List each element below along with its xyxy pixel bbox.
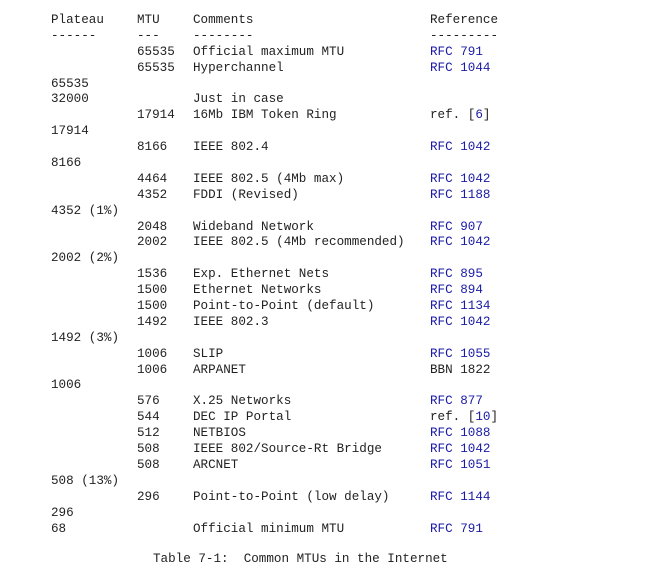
comment-text: Ethernet Networks <box>193 283 322 298</box>
rfc-link[interactable]: RFC 877 <box>430 394 483 409</box>
rfc-link[interactable]: RFC 1044 <box>430 60 491 75</box>
header-row <box>0 13 645 29</box>
rfc-link[interactable]: RFC 1134 <box>430 299 491 314</box>
table-row <box>0 267 645 283</box>
comment-text: Point-to-Point (low delay) <box>193 489 390 504</box>
plateau-value: 17914 <box>51 124 89 139</box>
table-row <box>0 426 645 442</box>
table-row <box>0 61 645 77</box>
table-row <box>0 283 645 299</box>
table-row <box>0 506 645 522</box>
comment-text: Hyperchannel <box>193 60 284 75</box>
table-row <box>0 92 645 108</box>
header-comments: Comments <box>193 13 254 27</box>
citation-reference <box>430 108 490 124</box>
comment-text: Wideband Network <box>193 219 314 234</box>
comment-text: Point-to-Point (default) <box>193 299 375 314</box>
plateau-value: 296 <box>51 505 74 520</box>
header-reference: Reference <box>430 13 499 27</box>
table-row <box>0 220 645 236</box>
mtu-value: 1500 <box>137 299 168 314</box>
table-row <box>0 124 645 140</box>
table-row <box>0 299 645 315</box>
rfc-link[interactable]: RFC 1042 <box>430 171 491 186</box>
table-row <box>0 474 645 490</box>
mtu-value: 1006 <box>137 362 168 377</box>
rfc-link[interactable]: RFC 1055 <box>430 346 491 361</box>
comment-text: X.25 Networks <box>193 394 292 409</box>
comment-text: FDDI (Revised) <box>193 187 299 202</box>
mtu-value: 296 <box>137 489 160 504</box>
mtu-table <box>0 13 645 537</box>
table-row <box>0 410 645 426</box>
plateau-value: 2002 (2%) <box>51 251 120 266</box>
rfc-link[interactable]: RFC 1042 <box>430 314 491 329</box>
citation-prefix: ref. [ <box>430 108 476 123</box>
table-row <box>0 347 645 363</box>
table-row <box>0 394 645 410</box>
mtu-value: 65535 <box>137 44 175 59</box>
rfc-link[interactable]: RFC 907 <box>430 219 483 234</box>
rfc-link[interactable]: RFC 1042 <box>430 442 491 457</box>
comment-text: ARPANET <box>193 362 246 377</box>
mtu-value: 4352 <box>137 187 168 202</box>
citation-prefix: ref. [ <box>430 410 476 425</box>
mtu-value: 512 <box>137 426 160 441</box>
comment-text: NETBIOS <box>193 426 246 441</box>
comment-text: 16Mb IBM Token Ring <box>193 108 337 123</box>
plateau-value: 1492 (3%) <box>51 330 120 345</box>
rfc-link[interactable]: RFC 1042 <box>430 140 491 155</box>
header-mtu: MTU <box>137 13 160 27</box>
table-row <box>0 442 645 458</box>
table-row <box>0 378 645 394</box>
mtu-value: 17914 <box>137 108 175 123</box>
mtu-value: 65535 <box>137 60 175 75</box>
citation-suffix: ] <box>482 108 491 123</box>
citation-link[interactable]: 6 <box>475 108 483 123</box>
underline-comments: -------- <box>193 28 254 43</box>
table-row <box>0 522 645 538</box>
plateau-value: 1006 <box>51 378 82 393</box>
rfc-link[interactable]: RFC 791 <box>430 44 483 59</box>
table-caption: Table 7-1: Common MTUs in the Internet <box>153 552 448 566</box>
table-row <box>0 140 645 156</box>
table-row <box>0 251 645 267</box>
plateau-value: 32000 <box>51 92 89 107</box>
table-row <box>0 315 645 331</box>
table-row <box>0 458 645 474</box>
mtu-value: 2048 <box>137 219 168 234</box>
table-row <box>0 172 645 188</box>
comment-text: IEEE 802.5 (4Mb max) <box>193 171 345 186</box>
table-row <box>0 108 645 124</box>
reference-text: BBN 1822 <box>430 362 491 377</box>
table-row <box>0 331 645 347</box>
table-row <box>0 77 645 93</box>
plateau-value: 68 <box>51 521 67 536</box>
table-row <box>0 490 645 506</box>
rfc-link[interactable]: RFC 1144 <box>430 489 491 504</box>
comment-text: Just in case <box>193 92 284 107</box>
comment-text: Official maximum MTU <box>193 44 345 59</box>
mtu-value: 2002 <box>137 235 168 250</box>
mtu-value: 508 <box>137 457 160 472</box>
underline-reference: --------- <box>430 28 499 43</box>
rfc-link[interactable]: RFC 894 <box>430 283 483 298</box>
table-row <box>0 156 645 172</box>
comment-text: IEEE 802.4 <box>193 140 269 155</box>
citation-suffix: ] <box>490 410 499 425</box>
table-row <box>0 235 645 251</box>
mtu-value: 4464 <box>137 171 168 186</box>
mtu-value: 1536 <box>137 267 168 282</box>
table-body <box>0 45 645 538</box>
comment-text: IEEE 802/Source-Rt Bridge <box>193 442 382 457</box>
plateau-value: 4352 (1%) <box>51 203 120 218</box>
comment-text: IEEE 802.3 <box>193 314 269 329</box>
underline-mtu: --- <box>137 28 160 43</box>
table-row <box>0 363 645 379</box>
comment-text: ARCNET <box>193 457 239 472</box>
table-row <box>0 45 645 61</box>
rfc-link[interactable]: RFC 1188 <box>430 187 491 202</box>
citation-link[interactable]: 10 <box>475 410 491 425</box>
comment-text: Official minimum MTU <box>193 521 345 536</box>
comment-text: IEEE 802.5 (4Mb recommended) <box>193 235 405 250</box>
header-plateau: Plateau <box>51 13 104 27</box>
rfc-link[interactable]: RFC 1042 <box>430 235 491 250</box>
rfc-link[interactable]: RFC 895 <box>430 267 483 282</box>
plateau-value: 8166 <box>51 156 82 171</box>
underline-plateau: ------ <box>51 28 97 43</box>
citation-reference <box>430 410 498 426</box>
table-row <box>0 188 645 204</box>
plateau-value: 65535 <box>51 76 89 91</box>
comment-text: SLIP <box>193 346 224 361</box>
mtu-value: 1492 <box>137 314 168 329</box>
table-row <box>0 204 645 220</box>
mtu-value: 1500 <box>137 283 168 298</box>
rfc-link[interactable]: RFC 1088 <box>430 426 491 441</box>
plateau-value: 508 (13%) <box>51 473 120 488</box>
mtu-value: 508 <box>137 442 160 457</box>
rfc-link[interactable]: RFC 791 <box>430 521 483 536</box>
mtu-value: 576 <box>137 394 160 409</box>
header-underline-row <box>0 29 645 45</box>
mtu-value: 8166 <box>137 140 168 155</box>
rfc-link[interactable]: RFC 1051 <box>430 457 491 472</box>
mtu-value: 544 <box>137 410 160 425</box>
comment-text: Exp. Ethernet Nets <box>193 267 330 282</box>
mtu-value: 1006 <box>137 346 168 361</box>
comment-text: DEC IP Portal <box>193 410 292 425</box>
